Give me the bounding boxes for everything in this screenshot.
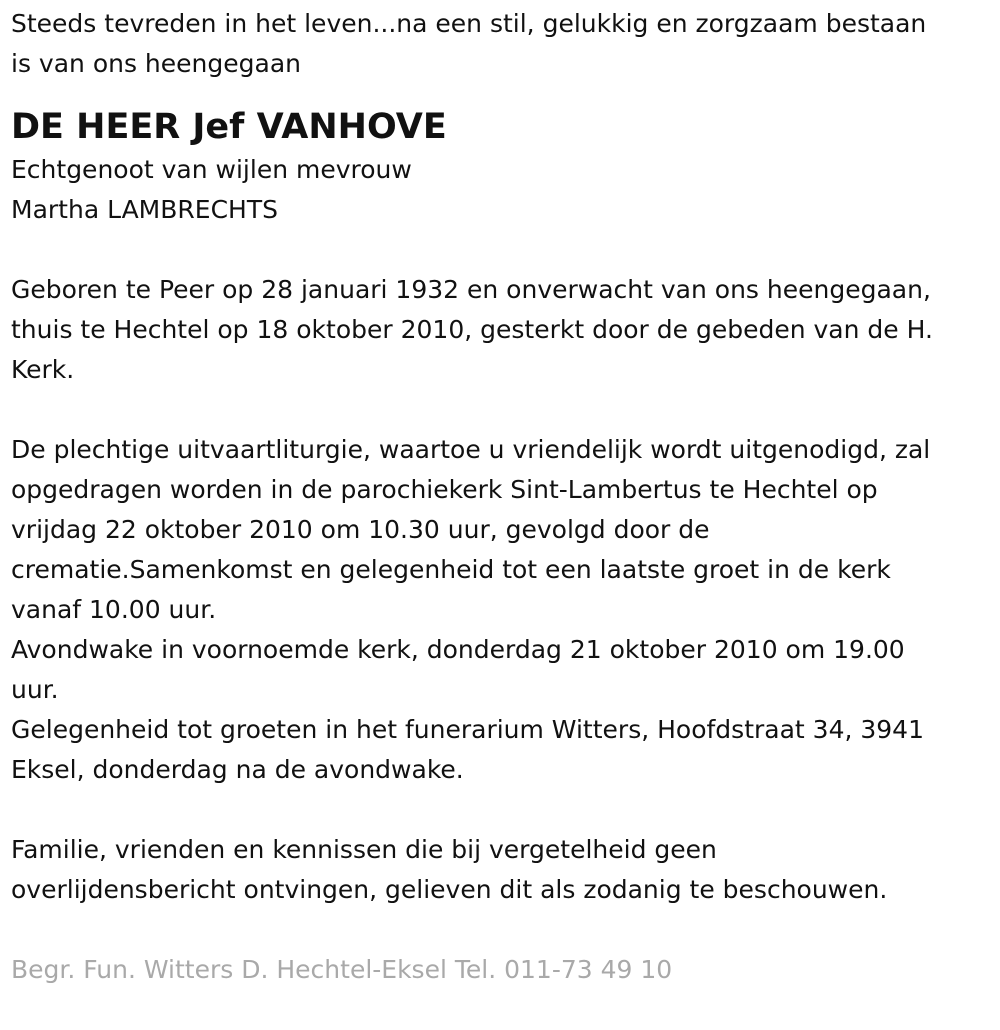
family-notice-line-1: Familie, vrienden en kennissen die bij vergetelheid geen (11, 835, 717, 864)
paragraph-gap (11, 390, 1000, 430)
funeral-line-8: Gelegenheid tot groeten in het funerarium Witters, Hoofdstraat 34, 3941 (11, 715, 924, 744)
paragraph-gap (11, 790, 1000, 830)
spouse-line-2: Martha LAMBRECHTS (11, 195, 278, 224)
intro-line-1: Steeds tevreden in het leven...na een stil, gelukkig en zorgzaam bestaan (11, 9, 927, 38)
funeral-line-1: De plechtige uitvaartliturgie, waartoe u vriendelijk wordt uitgenodigd, zal (11, 435, 931, 464)
funeral-line-5: vanaf 10.00 uur. (11, 595, 217, 624)
family-notice-line-2: overlijdensbericht ontvingen, gelieven dit als zodanig te beschouwen. (11, 875, 888, 904)
funeral-line-3: vrijdag 22 oktober 2010 om 10.30 uur, gevolgd door de (11, 515, 710, 544)
funeral-line-6: Avondwake in voornoemde kerk, donderdag 21 oktober 2010 om 19.00 (11, 635, 905, 664)
spouse-line-1: Echtgenoot van wijlen mevrouw (11, 155, 412, 184)
funeral-line-4: crematie.Samenkomst en gelegenheid tot een laatste groet in de kerk (11, 555, 891, 584)
birth-line-2: thuis te Hechtel op 18 oktober 2010, gesterkt door de gebeden van de H. (11, 315, 933, 344)
birth-line-1: Geboren te Peer op 28 januari 1932 en onverwacht van ons heengegaan, (11, 275, 931, 304)
intro-line-2: is van ons heengegaan (11, 49, 301, 78)
funeral-line-9: Eksel, donderdag na de avondwake. (11, 755, 464, 784)
funeral-line-7: uur. (11, 675, 59, 704)
birth-line-3: Kerk. (11, 355, 75, 384)
paragraph-gap (11, 910, 1000, 950)
deceased-name-title: DE HEER Jef VANHOVE (11, 107, 447, 147)
paragraph-gap (11, 230, 1000, 270)
funeral-line-2: opgedragen worden in de parochiekerk Sint-Lambertus te Hechtel op (11, 475, 878, 504)
funeral-home-footer: Begr. Fun. Witters D. Hechtel-Eksel Tel. 011-73 49 10 (11, 955, 673, 984)
